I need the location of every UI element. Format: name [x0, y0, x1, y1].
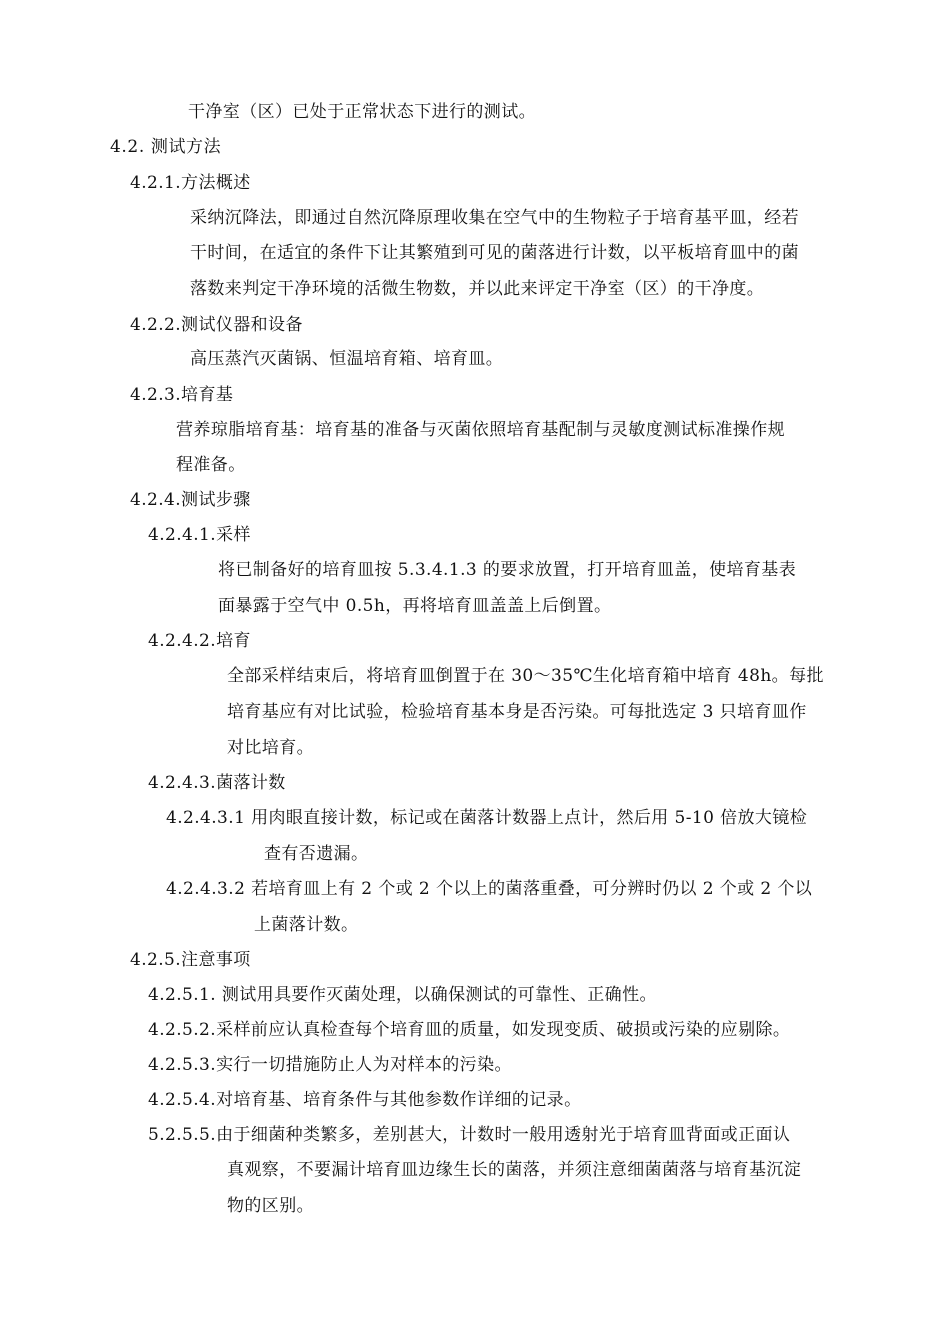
section-4-2-5-item: 4.2.5.2.采样前应认真检查每个培育皿的质量，如发现变质、破损或污染的应剔除。 [148, 1020, 791, 1040]
section-4-2-4-1-heading: 4.2.4.1.采样 [148, 525, 251, 545]
section-4-2-4-3-1-line: 查有否遗漏。 [264, 844, 369, 864]
section-4-2-3-line: 营养琼脂培育基：培育基的准备与灭菌依照培育基配制与灵敏度测试标准操作规 [176, 420, 785, 440]
section-4-2-4-3-heading: 4.2.4.3.菌落计数 [148, 773, 286, 793]
section-4-2-4-heading: 4.2.4.测试步骤 [130, 490, 251, 510]
section-5-2-5-5-line: 5.2.5.5.由于细菌种类繁多，差别甚大，计数时一般用透射光于培育皿背面或正面认 [148, 1125, 791, 1145]
intro-line: 干净室（区）已处于正常状态下进行的测试。 [188, 102, 536, 122]
section-4-2-4-2-heading: 4.2.4.2.培育 [148, 631, 251, 651]
section-4-2-4-1-line: 面暴露于空气中 0.5h，再将培育皿盖盖上后倒置。 [218, 596, 612, 616]
section-4-2-3-heading: 4.2.3.培育基 [130, 385, 234, 405]
section-4-2-3-line: 程准备。 [176, 455, 246, 475]
section-4-2-heading: 4.2. 测试方法 [110, 137, 222, 157]
section-4-2-4-1-line: 将已制备好的培育皿按 5.3.4.1.3 的要求放置，打开培育皿盖，使培育基表 [218, 560, 797, 580]
section-4-2-1-line: 干时间，在适宜的条件下让其繁殖到可见的菌落进行计数，以平板培育皿中的菌 [190, 243, 799, 263]
section-4-2-5-heading: 4.2.5.注意事项 [130, 950, 251, 970]
section-4-2-4-3-1-line: 4.2.4.3.1 用肉眼直接计数，标记或在菌落计数器上点计，然后用 5-10 倍放大镜检 [166, 808, 808, 828]
section-4-2-4-2-line: 全部采样结束后，将培育皿倒置于在 30～35℃生化培育箱中培育 48h。每批 [227, 666, 824, 686]
section-4-2-5-item: 4.2.5.1. 测试用具要作灭菌处理，以确保测试的可靠性、正确性。 [148, 985, 657, 1005]
section-4-2-1-line: 落数来判定干净环境的活微生物数，并以此来评定干净室（区）的干净度。 [190, 279, 765, 299]
section-4-2-4-2-line: 对比培育。 [227, 738, 314, 758]
section-4-2-5-item: 4.2.5.3.实行一切措施防止人为对样本的污染。 [148, 1055, 512, 1075]
section-5-2-5-5-line: 物的区别。 [227, 1196, 314, 1216]
section-4-2-2-line: 高压蒸汽灭菌锅、恒温培育箱、培育皿。 [190, 349, 504, 369]
section-4-2-1-heading: 4.2.1.方法概述 [130, 173, 251, 193]
section-4-2-1-line: 采纳沉降法，即通过自然沉降原理收集在空气中的生物粒子于培育基平皿，经若 [190, 208, 799, 228]
section-5-2-5-5-line: 真观察，不要漏计培育皿边缘生长的菌落，并须注意细菌菌落与培育基沉淀 [227, 1160, 802, 1180]
section-4-2-5-item: 4.2.5.4.对培育基、培育条件与其他参数作详细的记录。 [148, 1090, 582, 1110]
section-4-2-4-3-2-line: 4.2.4.3.2 若培育皿上有 2 个或 2 个以上的菌落重叠，可分辨时仍以 2 个或 2 个以 [166, 879, 813, 899]
section-4-2-4-3-2-line: 上菌落计数。 [254, 915, 359, 935]
section-4-2-4-2-line: 培育基应有对比试验，检验培育基本身是否污染。可每批选定 3 只培育皿作 [227, 702, 807, 722]
section-4-2-2-heading: 4.2.2.测试仪器和设备 [130, 315, 303, 335]
